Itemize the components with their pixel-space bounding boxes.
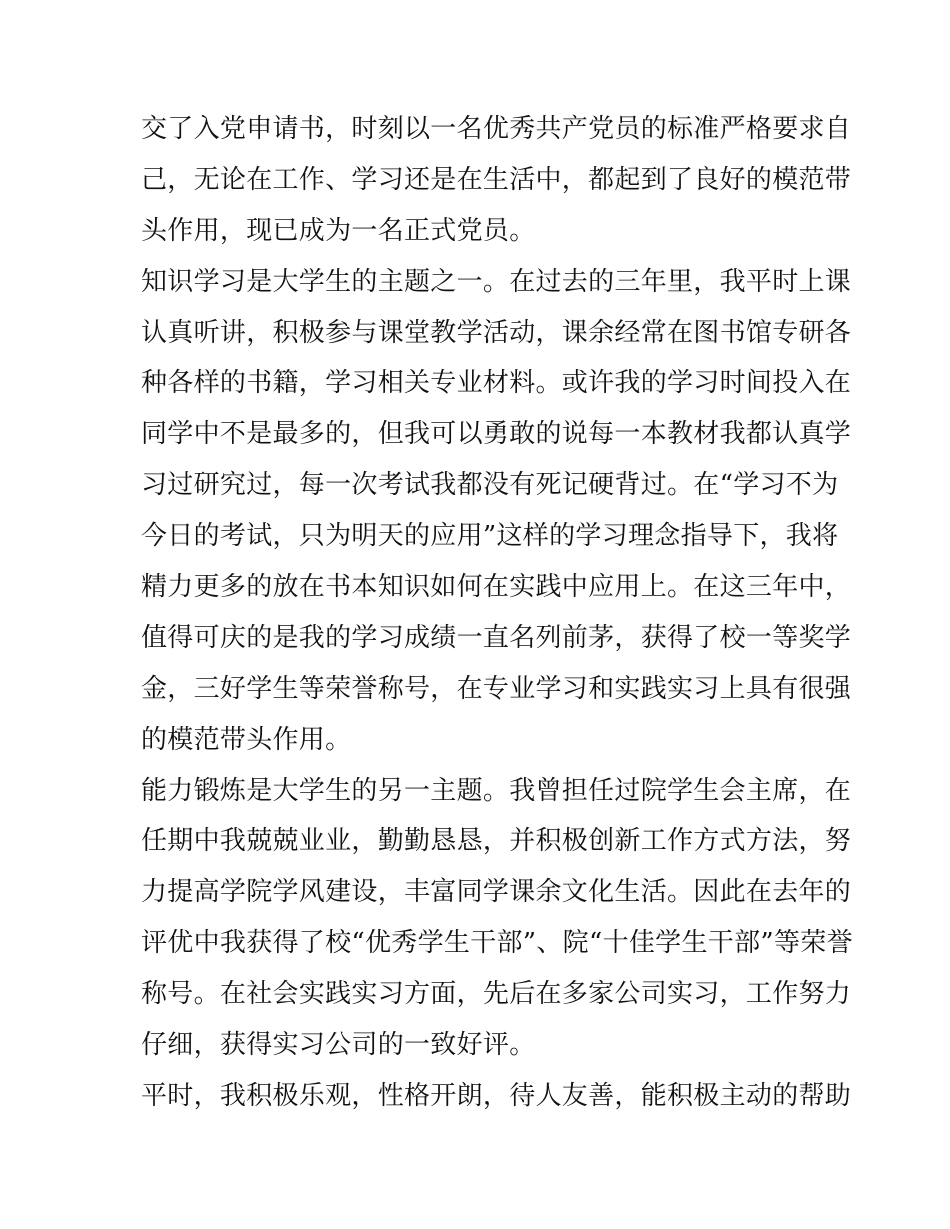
- text-line: 同学中不是最多的，但我可以勇敢的说每一本教材我都认真学: [141, 419, 852, 450]
- text-line: 今日的考试，只为明天的应用”这样的学习理念指导下，我将: [141, 521, 839, 552]
- text-line: 评优中我获得了校“优秀学生干部”、院“十佳学生干部”等荣誉: [141, 928, 853, 959]
- text-line: 能力锻炼是大学生的另一主题。我曾担任过院学生会主席，在: [141, 775, 852, 806]
- text-line: 习过研究过，每一次考试我都没有死记硬背过。在“学习不为: [141, 470, 839, 501]
- text-line: 的模范带头作用。: [141, 724, 352, 755]
- text-line: 种各样的书籍，学习相关专业材料。或许我的学习时间投入在: [141, 368, 852, 399]
- text-line: 任期中我兢兢业业，勤勤恳恳，并积极创新工作方式方法，努: [141, 826, 852, 857]
- text-line: 精力更多的放在书本知识如何在实践中应用上。在这三年中，: [141, 572, 852, 603]
- text-line: 头作用，现已成为一名正式党员。: [141, 215, 536, 246]
- text-line: 认真听讲，积极参与课堂教学活动，课余经常在图书馆专研各: [141, 317, 852, 348]
- text-line: 己，无论在工作、学习还是在生活中，都起到了良好的模范带: [141, 164, 852, 195]
- text-line: 交了入党申请书，时刻以一名优秀共产党员的标准严格要求自: [141, 114, 852, 144]
- text-line: 金，三好学生等荣誉称号，在专业学习和实践实习上具有很强: [141, 673, 852, 704]
- text-line: 知识学习是大学生的主题之一。在过去的三年里，我平时上课: [141, 266, 852, 297]
- document-body: [141, 104, 853, 1122]
- text-line: 平时，我积极乐观，性格开朗，待人友善，能积极主动的帮助: [141, 1080, 852, 1111]
- text-line: 称号。在社会实践实习方面，先后在多家公司实习，工作努力: [141, 979, 852, 1010]
- text-line: 仔细，获得实习公司的一致好评。: [141, 1030, 536, 1061]
- text-line: 值得可庆的是我的学习成绩一直名列前茅，获得了校一等奖学: [141, 622, 852, 653]
- text-line: 力提高学院学风建设，丰富同学课余文化生活。因此在去年的: [141, 877, 852, 908]
